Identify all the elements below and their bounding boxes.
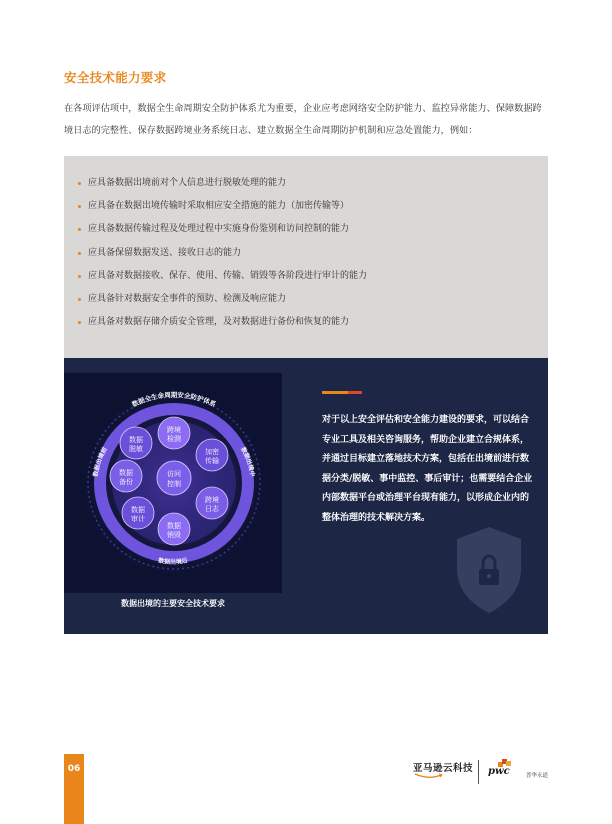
list-item: 应具备针对数据安全事件的预防、检测及响应能力	[78, 288, 548, 311]
list-item: 应具备对数据存储介质安全管理，及对数据进行备份和恢复的能力	[78, 311, 548, 334]
svg-text:数据: 数据	[131, 506, 145, 514]
svg-text:跨境: 跨境	[205, 496, 219, 504]
bullet-icon	[78, 298, 81, 301]
aws-smile-icon	[414, 773, 444, 779]
svg-text:数据: 数据	[129, 436, 143, 444]
diagram-center-line1: 访问	[167, 470, 181, 478]
diagram	[64, 373, 282, 593]
diagram-node	[120, 427, 152, 459]
bullet-icon	[78, 228, 81, 231]
shield-lock-icon	[455, 525, 523, 615]
bullet-icon	[78, 275, 81, 278]
requirements-list	[64, 156, 548, 334]
diagram-node	[158, 417, 190, 449]
section-title: 安全技术能力要求	[64, 70, 167, 85]
svg-text:销毁: 销毁	[167, 531, 181, 539]
diagram-node	[110, 460, 142, 492]
bullet-icon	[78, 205, 81, 208]
svg-text:跨境: 跨境	[167, 426, 181, 434]
logo-pwc-cn: 普华永道	[526, 773, 549, 779]
svg-text:审计: 审计	[131, 515, 145, 523]
diagram-caption: 数据出境的主要安全技术要求	[121, 599, 225, 608]
diagram-node	[158, 513, 190, 545]
svg-text:数据: 数据	[167, 522, 181, 530]
logo-aws: 亚马逊云科技	[413, 763, 474, 774]
svg-text:加密: 加密	[205, 448, 219, 456]
list-item: 应具备数据出境前对个人信息进行脱敏处理的能力	[78, 172, 548, 195]
svg-text:传输: 传输	[205, 457, 219, 465]
svg-text:备份: 备份	[119, 478, 133, 486]
list-item: 应具备在数据出境传输时采取相应安全措施的能力（加密传输等）	[78, 195, 548, 218]
bullet-icon	[78, 252, 81, 255]
accent-bar	[322, 391, 362, 394]
logo-divider	[478, 760, 479, 784]
ring-label-during: 数据出境中	[239, 446, 256, 478]
ring-label-after: 数据出境后	[157, 557, 189, 566]
list-item: 应具备对数据接收、保存、使用、传输、销毁等各阶段进行审计的能力	[78, 265, 548, 288]
logo-pwc: pwc	[488, 766, 510, 777]
svg-text:检测: 检测	[167, 435, 181, 443]
diagram-node	[196, 487, 228, 519]
list-item: 应具备保留数据发送、接收日志的能力	[78, 242, 548, 265]
intro-paragraph: 在各项评估项中，数据全生命周期安全防护体系尤为重要，企业应考虑网络安全防护能力、监控异常能力、保障数据跨境日志的完整性、保存数据跨境业务系统日志、建立数据全生命周期防护机制和应急处置能力，例如：	[64, 103, 542, 136]
svg-text:脱敏: 脱敏	[129, 445, 143, 453]
ring-label-before: 数据出境前	[92, 446, 109, 478]
right-paragraph: 对于以上安全评估和安全能力建设的要求，可以结合专业工具及相关咨询服务，帮助企业建立合规体系，并通过目标建立落地技术方案，包括在出境前进行数据分类/脱敏、事中监控、事后审计；也需要结合企业内部数据平台或治理平台现有能力，以形成企业内的整体治理的技术解决方案。	[322, 415, 533, 523]
svg-text:日志: 日志	[205, 505, 219, 513]
diagram-node	[122, 497, 154, 529]
diagram-center-line2: 控制	[167, 480, 181, 488]
diagram-outer-label: 数据全生命周期安全防护体系	[130, 391, 218, 409]
svg-text:数据: 数据	[119, 469, 133, 477]
diagram-node	[196, 439, 228, 471]
list-item: 应具备数据传输过程及处理过程中实施身份鉴别和访问控制的能力	[78, 218, 548, 241]
page-number: 06	[67, 764, 81, 774]
lifecycle-diagram	[64, 373, 282, 593]
requirements-box	[64, 156, 548, 358]
bullet-icon	[78, 321, 81, 324]
bullet-icon	[78, 182, 81, 185]
